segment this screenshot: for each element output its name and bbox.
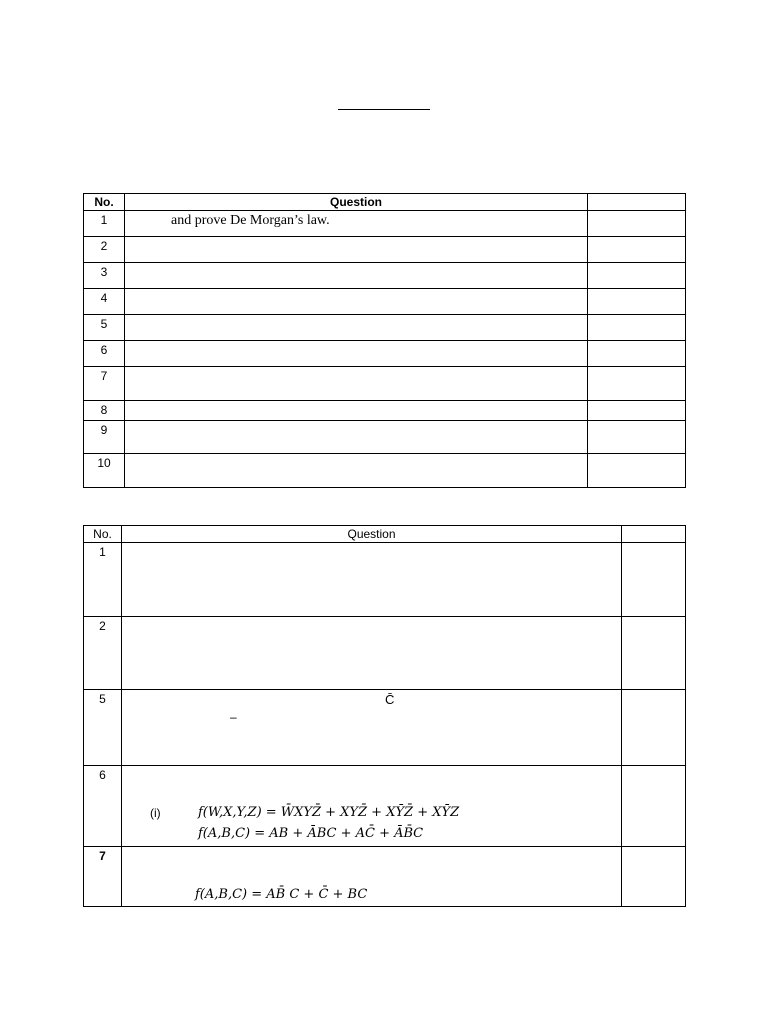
dash-mark: – — [230, 710, 237, 724]
row-question — [125, 421, 588, 454]
row-no: 5 — [84, 690, 122, 766]
table-row — [84, 289, 686, 315]
row-marks — [588, 454, 686, 488]
row-marks — [622, 690, 686, 766]
row-question — [125, 263, 588, 289]
row-question — [125, 237, 588, 263]
table-row — [84, 263, 686, 289]
row-question — [122, 766, 622, 847]
row-marks — [588, 401, 686, 421]
header-question: Question — [125, 194, 588, 211]
row-no: 3 — [84, 263, 125, 289]
row-no: 2 — [84, 237, 125, 263]
row-marks — [588, 263, 686, 289]
equation-3: f(A,B,C) = AB̄ C + C̄ + BC — [195, 887, 368, 902]
row-no: 10 — [84, 454, 125, 488]
row-question — [125, 401, 588, 421]
table-row — [84, 401, 686, 421]
row-marks — [588, 237, 686, 263]
row-no: 4 — [84, 289, 125, 315]
part-label: (i) — [150, 806, 161, 820]
table-row — [84, 237, 686, 263]
row-no: 7 — [84, 847, 122, 907]
row-marks — [622, 766, 686, 847]
row-question — [125, 289, 588, 315]
equation-2: f(A,B,C) = AB + ĀBC + AC̄ + ĀB̄C — [198, 826, 424, 841]
header-no: No. — [84, 526, 122, 543]
table-row — [84, 341, 686, 367]
row-no: 1 — [84, 543, 122, 617]
row-no: 6 — [84, 766, 122, 847]
questions-table-2 — [83, 525, 686, 907]
row-marks — [622, 847, 686, 907]
row-marks — [588, 341, 686, 367]
row-no: 5 — [84, 315, 125, 341]
row-no: 8 — [84, 401, 125, 421]
row-question — [122, 543, 622, 617]
table-row — [84, 315, 686, 341]
header-marks — [588, 194, 686, 211]
row-marks — [588, 315, 686, 341]
row-question — [125, 315, 588, 341]
row-no: 1 — [84, 211, 125, 237]
table-row — [84, 766, 686, 847]
table-row — [84, 211, 686, 237]
row-no: 2 — [84, 617, 122, 690]
row-marks — [588, 367, 686, 401]
row-question — [125, 341, 588, 367]
row-no: 6 — [84, 341, 125, 367]
row-no: 7 — [84, 367, 125, 401]
overbar-c: C̄ — [385, 692, 395, 707]
header-marks — [622, 526, 686, 543]
row-marks — [622, 543, 686, 617]
table-header — [84, 526, 686, 543]
table-row — [84, 421, 686, 454]
table-row — [84, 690, 686, 766]
title-underline — [338, 109, 430, 110]
row-question — [125, 367, 588, 401]
table-header — [84, 194, 686, 211]
header-question: Question — [122, 526, 622, 543]
row-marks — [588, 289, 686, 315]
row-question — [122, 617, 622, 690]
equation-1: f(W,X,Y,Z) = W̄XYZ̄ + XYZ̄ + XȲZ̄ + XȲZ — [198, 805, 460, 820]
table-row — [84, 543, 686, 617]
row-question — [125, 454, 588, 488]
table-row — [84, 367, 686, 401]
row-question — [122, 847, 622, 907]
header-no: No. — [84, 194, 125, 211]
row-no: 9 — [84, 421, 125, 454]
row-marks — [588, 211, 686, 237]
questions-table-1 — [83, 193, 686, 488]
row-question — [122, 690, 622, 766]
row-marks — [588, 421, 686, 454]
row-question: and prove De Morgan’s law. — [125, 211, 588, 237]
table-row — [84, 454, 686, 488]
row-marks — [622, 617, 686, 690]
table-row — [84, 617, 686, 690]
table-row — [84, 847, 686, 907]
